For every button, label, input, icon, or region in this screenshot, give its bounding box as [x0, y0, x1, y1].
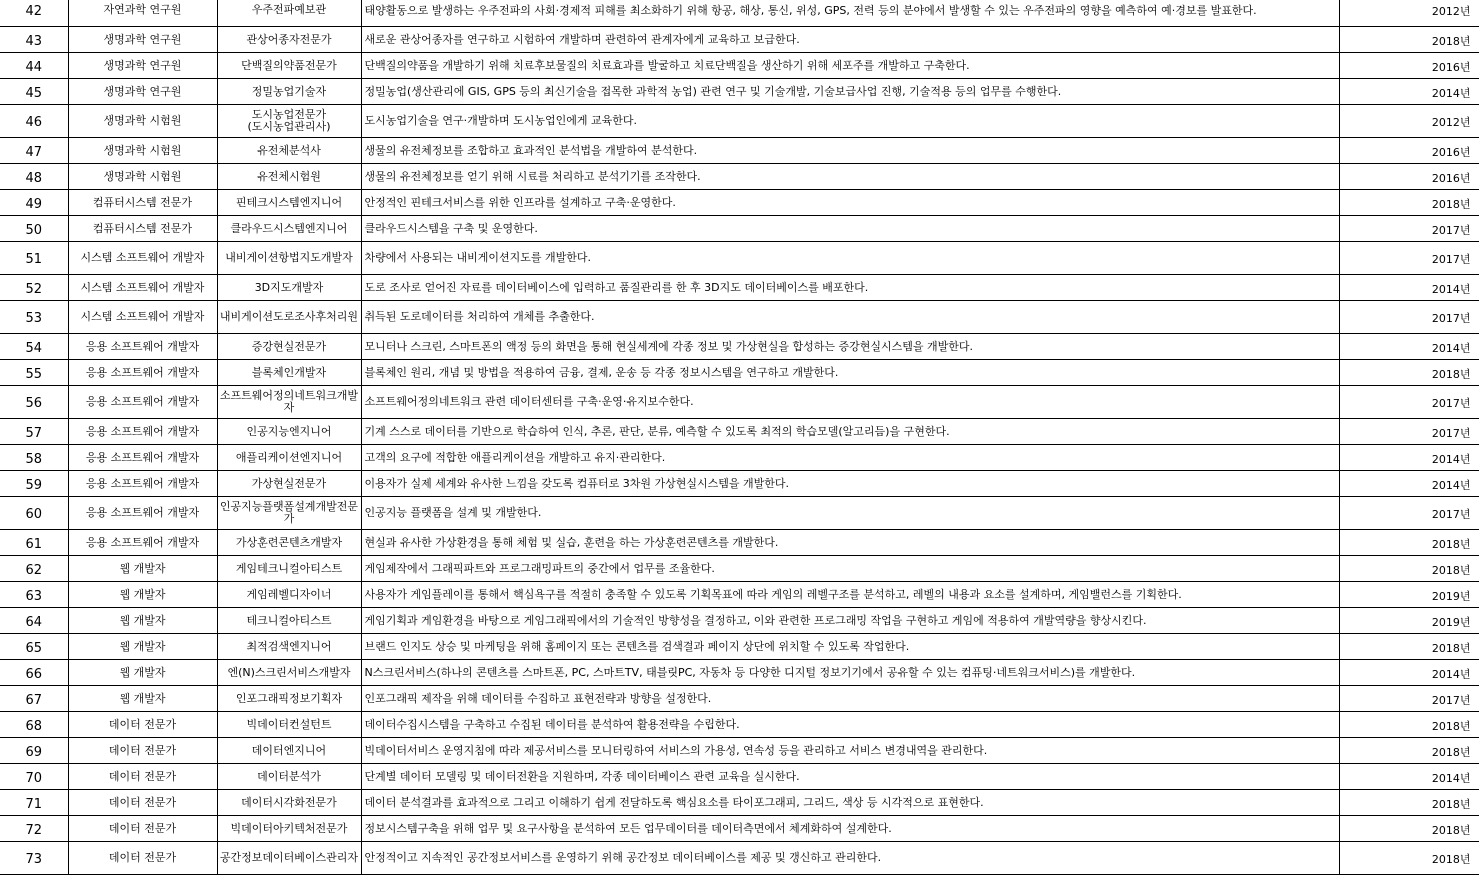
category-cell[interactable]: 시스템 소프트웨어 개발자 — [68, 275, 217, 301]
table-row — [0, 27, 1479, 53]
description-cell[interactable]: 클라우드시스템을 구축 및 운영한다. — [361, 216, 1339, 242]
table-row — [0, 712, 1479, 738]
year-cell[interactable]: 2017년 — [1339, 301, 1479, 334]
row-number-cell[interactable]: 46 — [0, 105, 68, 138]
job-title-cell[interactable]: 인공지능플랫폼설계개발전문가 — [217, 497, 361, 530]
year-cell[interactable]: 2014년 — [1339, 471, 1479, 497]
job-title-cell[interactable]: 유전체분석사 — [217, 138, 361, 164]
table-row — [0, 275, 1479, 301]
year-cell[interactable]: 2014년 — [1339, 334, 1479, 360]
row-number-cell[interactable]: 54 — [0, 334, 68, 360]
description-cell[interactable]: 새로운 관상어종자를 연구하고 시험하여 개발하며 관련하여 관계자에게 교육하고 보급한다. — [361, 27, 1339, 53]
description-cell[interactable]: 도시농업기술을 연구·개발하며 도시농업인에게 교육한다. — [361, 105, 1339, 138]
description-cell[interactable]: 소프트웨어정의네트워크 관련 데이터센터를 구축·운영·유지보수한다. — [361, 386, 1339, 419]
table-row — [0, 301, 1479, 334]
table-row — [0, 334, 1479, 360]
description-cell[interactable]: 취득된 도로데이터를 처리하여 개체를 추출한다. — [361, 301, 1339, 334]
year-cell[interactable]: 2016년 — [1339, 53, 1479, 79]
year-cell[interactable]: 2017년 — [1339, 242, 1479, 275]
job-title-cell[interactable]: 내비게이션도로조사후처리원 — [217, 301, 361, 334]
row-number-cell[interactable]: 51 — [0, 242, 68, 275]
row-number-cell[interactable]: 63 — [0, 582, 68, 608]
description-cell[interactable]: 정보시스템구축을 위해 업무 및 요구사항을 분석하여 모든 업무데이터를 데이터측면에서 체계화하여 설계한다. — [361, 816, 1339, 842]
table-row — [0, 764, 1479, 790]
description-cell[interactable]: 데이터 분석결과를 효과적으로 그리고 이해하기 쉽게 전달하도록 핵심요소를 타이포그래피, 그리드, 색상 등 시각적으로 표현한다. — [361, 790, 1339, 816]
category-cell[interactable]: 시스템 소프트웨어 개발자 — [68, 301, 217, 334]
job-title-cell[interactable]: 인공지능엔지니어 — [217, 419, 361, 445]
description-cell[interactable]: 게임제작에서 그래픽파트와 프로그래밍파트의 중간에서 업무를 조율한다. — [361, 556, 1339, 582]
category-cell[interactable]: 응용 소프트웨어 개발자 — [68, 530, 217, 556]
description-cell[interactable]: 인포그래픽 제작을 위해 데이터를 수집하고 표현전략과 방향을 설정한다. — [361, 686, 1339, 712]
year-cell[interactable]: 2018년 — [1339, 556, 1479, 582]
year-cell[interactable]: 2014년 — [1339, 764, 1479, 790]
row-number-cell[interactable]: 69 — [0, 738, 68, 764]
description-cell[interactable]: 빅데이터서비스 운영지침에 따라 제공서비스를 모니터링하여 서비스의 가용성, 연속성 등을 관리하고 서비스 변경내역을 관리한다. — [361, 738, 1339, 764]
year-cell[interactable]: 2019년 — [1339, 582, 1479, 608]
category-cell[interactable]: 데이터 전문가 — [68, 764, 217, 790]
category-cell[interactable]: 시스템 소프트웨어 개발자 — [68, 242, 217, 275]
table-row — [0, 608, 1479, 634]
description-cell[interactable]: 단백질의약품을 개발하기 위해 치료후보물질의 치료효과를 발굴하고 치료단백질을 생산하기 위해 세포주를 개발하고 구축한다. — [361, 53, 1339, 79]
description-cell[interactable]: N스크린서비스(하나의 콘텐츠를 스마트폰, PC, 스마트TV, 태블릿PC, 자동차 등 다양한 디지털 정보기기에서 공유할 수 있는 컴퓨팅·네트워크서비스)를 개발한다. — [361, 660, 1339, 686]
year-cell[interactable]: 2014년 — [1339, 660, 1479, 686]
job-title-cell[interactable]: 엔(N)스크린서비스개발자 — [217, 660, 361, 686]
row-number-cell[interactable]: 53 — [0, 301, 68, 334]
table-row — [0, 445, 1479, 471]
year-cell[interactable]: 2018년 — [1339, 634, 1479, 660]
year-cell[interactable]: 2018년 — [1339, 530, 1479, 556]
year-cell[interactable]: 2016년 — [1339, 164, 1479, 190]
row-number-cell[interactable]: 60 — [0, 497, 68, 530]
year-cell[interactable]: 2017년 — [1339, 686, 1479, 712]
table-row — [0, 360, 1479, 386]
year-cell[interactable]: 2018년 — [1339, 738, 1479, 764]
table-row — [0, 190, 1479, 216]
job-title-cell[interactable]: 데이터엔지니어 — [217, 738, 361, 764]
description-cell[interactable]: 도로 조사로 얻어진 자료를 데이터베이스에 입력하고 품질관리를 한 후 3D지도 데이터베이스를 배포한다. — [361, 275, 1339, 301]
description-cell[interactable]: 데이터수집시스템을 구축하고 수집된 데이터를 분석하여 활용전략을 수립한다. — [361, 712, 1339, 738]
job-title-cell[interactable]: 공간정보데이터베이스관리자 — [217, 842, 361, 875]
job-title-cell[interactable]: 내비게이션항법지도개발자 — [217, 242, 361, 275]
description-cell[interactable]: 사용자가 게임플레이를 통해서 핵심욕구를 적절히 충족할 수 있도록 기획목표에 따라 게임의 레벨구조를 분석하고, 레벨의 내용과 요소를 설계하며, 게임밸런스를 기획한다. — [361, 582, 1339, 608]
year-cell[interactable]: 2018년 — [1339, 360, 1479, 386]
description-cell[interactable]: 현실과 유사한 가상환경을 통해 체험 및 실습, 훈련을 하는 가상훈련콘텐츠를 개발한다. — [361, 530, 1339, 556]
category-cell[interactable]: 응용 소프트웨어 개발자 — [68, 497, 217, 530]
description-cell[interactable]: 생물의 유전체정보를 조합하고 효과적인 분석법을 개발하여 분석한다. — [361, 138, 1339, 164]
category-cell[interactable]: 웹 개발자 — [68, 686, 217, 712]
year-cell[interactable]: 2017년 — [1339, 386, 1479, 419]
year-cell[interactable]: 2019년 — [1339, 608, 1479, 634]
category-cell[interactable]: 데이터 전문가 — [68, 790, 217, 816]
year-cell[interactable]: 2018년 — [1339, 712, 1479, 738]
table-row — [0, 216, 1479, 242]
table-row — [0, 105, 1479, 138]
row-number-cell[interactable]: 42 — [0, 0, 68, 27]
description-cell[interactable]: 게임기획과 게임환경을 바탕으로 게임그래픽에서의 기술적인 방향성을 결정하고, 이와 관련한 프로그래밍 작업을 구현하고 게임에 적용하여 개발역량을 향상시킨다. — [361, 608, 1339, 634]
description-cell[interactable]: 정밀농업(생산관리에 GIS, GPS 등의 최신기술을 접목한 과학적 농업) 관련 연구 및 기술개발, 기술보급사업 진행, 기술적용 등의 업무를 수행한다. — [361, 79, 1339, 105]
category-cell[interactable]: 데이터 전문가 — [68, 842, 217, 875]
table-row — [0, 686, 1479, 712]
table-row — [0, 471, 1479, 497]
table-row — [0, 530, 1479, 556]
table-row — [0, 582, 1479, 608]
table-row — [0, 79, 1479, 105]
job-title-cell[interactable]: 클라우드시스템엔지니어 — [217, 216, 361, 242]
row-number-cell[interactable]: 64 — [0, 608, 68, 634]
year-cell[interactable]: 2017년 — [1339, 419, 1479, 445]
year-cell[interactable]: 2018년 — [1339, 842, 1479, 875]
row-number-cell[interactable]: 52 — [0, 275, 68, 301]
year-cell[interactable]: 2014년 — [1339, 275, 1479, 301]
description-cell[interactable]: 생물의 유전체정보를 얻기 위해 시료를 처리하고 분석기기를 조작한다. — [361, 164, 1339, 190]
row-number-cell[interactable]: 70 — [0, 764, 68, 790]
table-row — [0, 660, 1479, 686]
category-cell[interactable]: 웹 개발자 — [68, 660, 217, 686]
job-title-cell[interactable]: 데이터분석가 — [217, 764, 361, 790]
job-title-cell[interactable]: 가상훈련콘텐츠개발자 — [217, 530, 361, 556]
year-cell[interactable]: 2018년 — [1339, 816, 1479, 842]
row-number-cell[interactable]: 71 — [0, 790, 68, 816]
row-number-cell[interactable]: 56 — [0, 386, 68, 419]
job-title-cell[interactable]: 도시농업전문가(도시농업관리사) — [217, 105, 361, 138]
row-number-cell[interactable]: 48 — [0, 164, 68, 190]
year-cell[interactable]: 2018년 — [1339, 790, 1479, 816]
job-title-cell[interactable]: 유전체시험원 — [217, 164, 361, 190]
table-row — [0, 738, 1479, 764]
job-title-cell[interactable]: 소프트웨어정의네트워크개발자 — [217, 386, 361, 419]
job-title-cell[interactable]: 인포그래픽정보기획자 — [217, 686, 361, 712]
year-cell[interactable]: 2018년 — [1339, 190, 1479, 216]
table-row — [0, 164, 1479, 190]
description-cell[interactable]: 안정적이고 지속적인 공간정보서비스를 운영하기 위해 공간정보 데이터베이스를 제공 및 갱신하고 관리한다. — [361, 842, 1339, 875]
category-cell[interactable]: 자연과학 연구원 — [68, 0, 217, 27]
category-cell[interactable]: 응용 소프트웨어 개발자 — [68, 445, 217, 471]
category-cell[interactable]: 응용 소프트웨어 개발자 — [68, 471, 217, 497]
job-title-cell[interactable]: 가상현실전문가 — [217, 471, 361, 497]
job-title-cell[interactable]: 최적검색엔지니어 — [217, 634, 361, 660]
category-cell[interactable]: 웹 개발자 — [68, 556, 217, 582]
category-cell[interactable]: 응용 소프트웨어 개발자 — [68, 386, 217, 419]
table-row — [0, 634, 1479, 660]
year-cell[interactable]: 2017년 — [1339, 216, 1479, 242]
job-title-cell[interactable]: 3D지도개발자 — [217, 275, 361, 301]
table-row — [0, 816, 1479, 842]
category-cell[interactable]: 웹 개발자 — [68, 608, 217, 634]
job-title-cell[interactable]: 우주전파예보관 — [217, 0, 361, 27]
job-title-cell[interactable]: 증강현실전문가 — [217, 334, 361, 360]
job-title-cell[interactable]: 단백질의약품전문가 — [217, 53, 361, 79]
job-title-cell[interactable]: 데이터시각화전문가 — [217, 790, 361, 816]
row-number-cell[interactable]: 65 — [0, 634, 68, 660]
job-title-cell[interactable]: 정밀농업기술자 — [217, 79, 361, 105]
category-cell[interactable]: 웹 개발자 — [68, 634, 217, 660]
table-row — [0, 790, 1479, 816]
category-cell[interactable]: 응용 소프트웨어 개발자 — [68, 360, 217, 386]
description-cell[interactable]: 고객의 요구에 적합한 애플리케이션을 개발하고 유지·관리한다. — [361, 445, 1339, 471]
table-row — [0, 53, 1479, 79]
category-cell[interactable]: 응용 소프트웨어 개발자 — [68, 334, 217, 360]
row-number-cell[interactable]: 59 — [0, 471, 68, 497]
table-row — [0, 497, 1479, 530]
description-cell[interactable]: 차량에서 사용되는 내비게이션지도를 개발한다. — [361, 242, 1339, 275]
row-number-cell[interactable]: 66 — [0, 660, 68, 686]
job-title-cell[interactable]: 빅데이터아키텍처전문가 — [217, 816, 361, 842]
job-title-cell[interactable]: 게임레벨디자이너 — [217, 582, 361, 608]
job-title-cell[interactable]: 관상어종자전문가 — [217, 27, 361, 53]
description-cell[interactable]: 기계 스스로 데이터를 기반으로 학습하여 인식, 추론, 판단, 분류, 예측할 수 있도록 최적의 학습모델(알고리듬)을 구현한다. — [361, 419, 1339, 445]
description-cell[interactable]: 이용자가 실제 세계와 유사한 느낌을 갖도록 컴퓨터로 3차원 가상현실시스템을 개발한다. — [361, 471, 1339, 497]
category-cell[interactable]: 데이터 전문가 — [68, 712, 217, 738]
year-cell[interactable]: 2017년 — [1339, 497, 1479, 530]
description-cell[interactable]: 안정적인 핀테크서비스를 위한 인프라를 설계하고 구축·운영한다. — [361, 190, 1339, 216]
table-row — [0, 556, 1479, 582]
year-cell[interactable]: 2014년 — [1339, 79, 1479, 105]
table-row — [0, 842, 1479, 875]
description-cell[interactable]: 모니터나 스크린, 스마트폰의 액정 등의 화면을 통해 현실세계에 각종 정보 및 가상현실을 합성하는 증강현실시스템을 개발한다. — [361, 334, 1339, 360]
year-cell[interactable]: 2012년 — [1339, 105, 1479, 138]
category-cell[interactable]: 생명과학 시험원 — [68, 164, 217, 190]
row-number-cell[interactable]: 68 — [0, 712, 68, 738]
table-row — [0, 138, 1479, 164]
category-cell[interactable]: 생명과학 연구원 — [68, 53, 217, 79]
category-cell[interactable]: 생명과학 시험원 — [68, 105, 217, 138]
job-title-cell[interactable]: 핀테크시스템엔지니어 — [217, 190, 361, 216]
job-title-cell[interactable]: 블록체인개발자 — [217, 360, 361, 386]
row-number-cell[interactable]: 62 — [0, 556, 68, 582]
row-number-cell[interactable]: 67 — [0, 686, 68, 712]
category-cell[interactable]: 생명과학 연구원 — [68, 27, 217, 53]
year-cell[interactable]: 2014년 — [1339, 445, 1479, 471]
row-number-cell[interactable]: 72 — [0, 816, 68, 842]
row-number-cell[interactable]: 50 — [0, 216, 68, 242]
row-number-cell[interactable]: 44 — [0, 53, 68, 79]
year-cell[interactable]: 2016년 — [1339, 138, 1479, 164]
table-row — [0, 386, 1479, 419]
category-cell[interactable]: 웹 개발자 — [68, 582, 217, 608]
row-number-cell[interactable]: 58 — [0, 445, 68, 471]
table-row — [0, 242, 1479, 275]
description-cell[interactable]: 블록체인 원리, 개념 및 방법을 적용하여 금융, 결제, 운송 등 각종 정보시스템을 연구하고 개발한다. — [361, 360, 1339, 386]
row-number-cell[interactable]: 47 — [0, 138, 68, 164]
row-number-cell[interactable]: 73 — [0, 842, 68, 875]
job-title-cell[interactable]: 애플리케이션엔지니어 — [217, 445, 361, 471]
job-title-cell[interactable]: 테크니컬아티스트 — [217, 608, 361, 634]
row-number-cell[interactable]: 55 — [0, 360, 68, 386]
job-title-cell[interactable]: 게임테크니컬아티스트 — [217, 556, 361, 582]
row-number-cell[interactable]: 43 — [0, 27, 68, 53]
table-row — [0, 0, 1479, 27]
description-cell[interactable]: 인공지능 플랫폼을 설계 및 개발한다. — [361, 497, 1339, 530]
category-cell[interactable]: 생명과학 연구원 — [68, 79, 217, 105]
row-number-cell[interactable]: 57 — [0, 419, 68, 445]
category-cell[interactable]: 생명과학 시험원 — [68, 138, 217, 164]
year-cell[interactable]: 2018년 — [1339, 27, 1479, 53]
category-cell[interactable]: 데이터 전문가 — [68, 816, 217, 842]
category-cell[interactable]: 컴퓨터시스템 전문가 — [68, 190, 217, 216]
job-title-cell[interactable]: 빅데이터컨설턴트 — [217, 712, 361, 738]
table-row — [0, 419, 1479, 445]
category-cell[interactable]: 응용 소프트웨어 개발자 — [68, 419, 217, 445]
row-number-cell[interactable]: 61 — [0, 530, 68, 556]
row-number-cell[interactable]: 45 — [0, 79, 68, 105]
category-cell[interactable]: 컴퓨터시스템 전문가 — [68, 216, 217, 242]
description-cell[interactable]: 단계별 데이터 모델링 및 데이터전환을 지원하며, 각종 데이터베이스 관련 교육을 실시한다. — [361, 764, 1339, 790]
row-number-cell[interactable]: 49 — [0, 190, 68, 216]
description-cell[interactable]: 태양활동으로 발생하는 우주전파의 사회·경제적 피해를 최소화하기 위해 항공, 해상, 통신, 위성, GPS, 전력 등의 분야에서 발생할 수 있는 우주전파의 영향을 예측하여 예·경보를 발표한다. — [361, 0, 1339, 27]
year-cell[interactable]: 2012년 — [1339, 0, 1479, 27]
category-cell[interactable]: 데이터 전문가 — [68, 738, 217, 764]
description-cell[interactable]: 브랜드 인지도 상승 및 마케팅을 위해 홈페이지 또는 콘텐츠를 검색결과 페이지 상단에 위치할 수 있도록 작업한다. — [361, 634, 1339, 660]
